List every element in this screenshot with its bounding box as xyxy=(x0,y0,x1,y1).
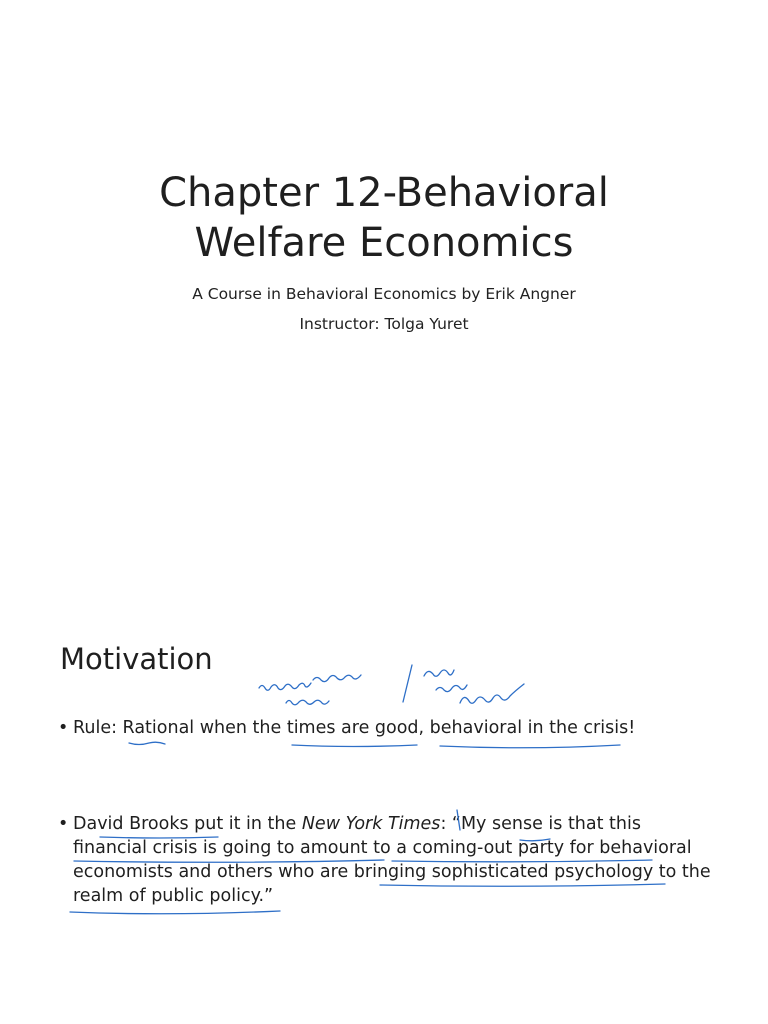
bullet-text-before: David Brooks put it in the xyxy=(73,814,302,834)
slide-heading: Motivation xyxy=(60,642,213,676)
scribble-times xyxy=(313,675,361,682)
scribble-behav xyxy=(460,684,524,703)
underline-rational xyxy=(129,742,165,744)
course-subtitle: A Course in Behavioral Economics by Erik Angner xyxy=(192,285,576,303)
bullet-text xyxy=(58,812,718,908)
motivation-slide xyxy=(0,580,768,1024)
scribble-times-2 xyxy=(436,685,467,692)
slide-title-line-2: Welfare Economics xyxy=(194,220,574,266)
slide-title-line-1: Chapter 12-Behavioral xyxy=(159,170,609,216)
bullet-dot: • xyxy=(58,814,69,834)
instructor-subtitle: Instructor: Tolga Yuret xyxy=(299,315,469,333)
bullet-item-rule xyxy=(58,716,718,740)
scribble-rational xyxy=(286,700,329,705)
underline-realm xyxy=(70,911,280,914)
underline-times-good xyxy=(292,745,417,747)
underline-behavioral xyxy=(440,745,620,748)
scribble-separator xyxy=(403,665,412,702)
bullet-text: Rule: Rational when the times are good, behavioral in the crisis! xyxy=(73,718,636,738)
scribble-normal xyxy=(259,683,311,690)
slide-title xyxy=(0,168,768,268)
bullet-item-quote xyxy=(58,812,718,908)
bullet-text-after: : “My sense is that this financial crisis is going to amount to a coming-out party for behavioral economists and others who are bringing sophisticated psychology to the realm of public policy.” xyxy=(73,814,711,906)
scribble-crisis xyxy=(424,670,454,676)
newspaper-title: New York Times xyxy=(301,814,441,834)
bullet-dot: • xyxy=(58,718,69,738)
